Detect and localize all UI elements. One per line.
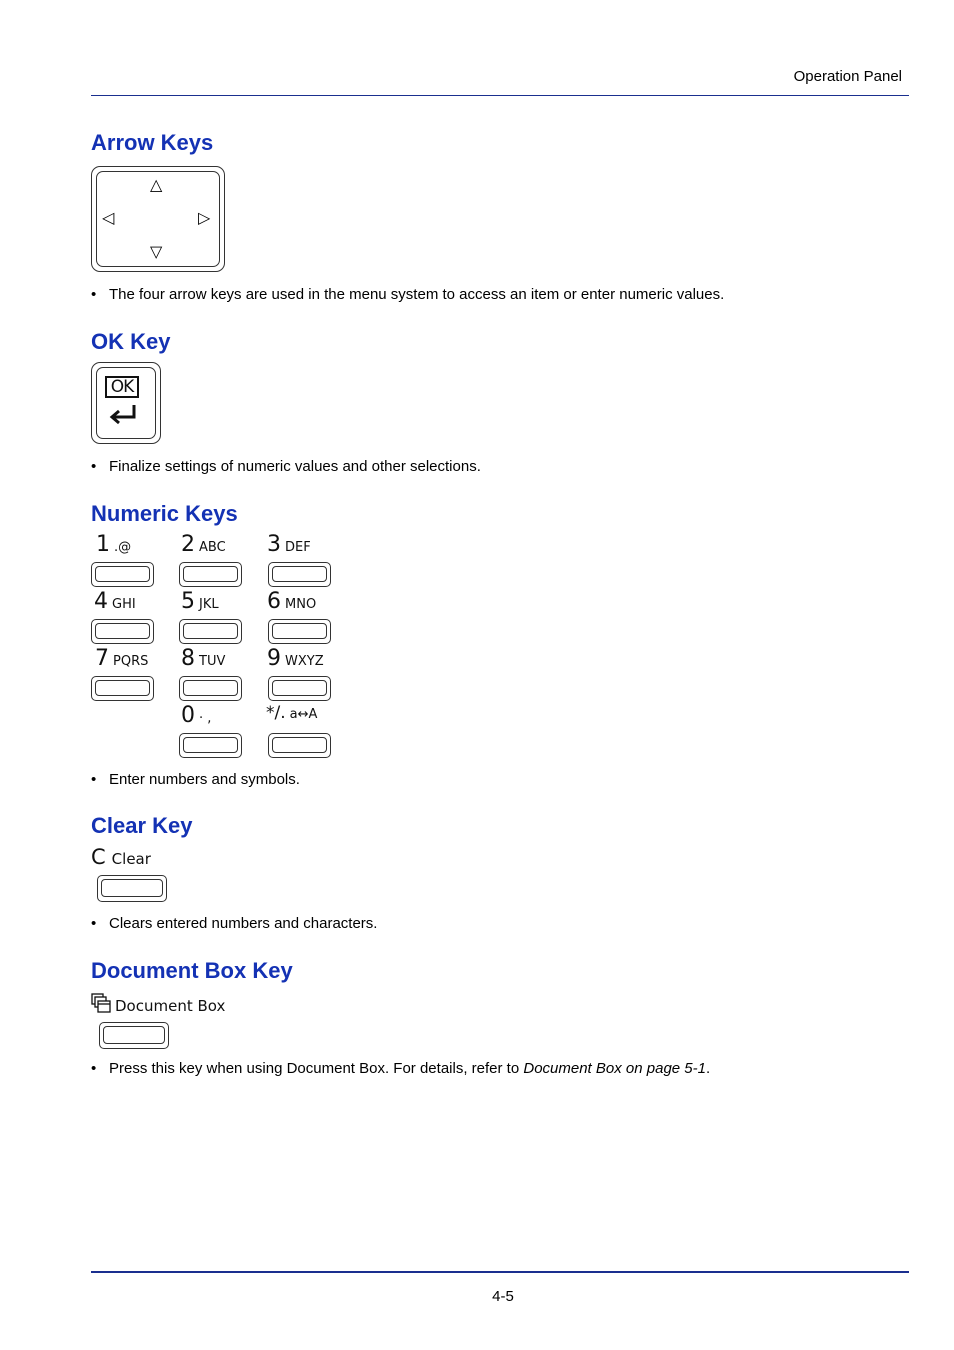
document-box-key-heading: Document Box Key — [91, 958, 293, 983]
arrow-right-icon: ▷ — [198, 208, 211, 227]
bullet-glyph: • — [91, 286, 97, 303]
key-9-label: 9 WXYZ — [267, 646, 324, 671]
footer-rule — [91, 1271, 909, 1273]
arrow-keys-description: The four arrow keys are used in the menu system to access an item or enter numeric values. — [109, 286, 725, 303]
document-box-key-bullet — [91, 1060, 710, 1077]
numeric-keys-description: Enter numbers and symbols. — [109, 771, 300, 788]
key-1-button — [91, 562, 154, 587]
document-box-key-button — [99, 1022, 169, 1049]
key-1-label: 1 .@ — [96, 532, 132, 557]
clear-key-button — [97, 875, 167, 902]
running-header: Operation Panel — [793, 68, 902, 85]
arrow-down-icon: ▽ — [150, 242, 163, 261]
numeric-keys-bullet — [91, 771, 300, 788]
clear-key-heading: Clear Key — [91, 813, 193, 838]
key-8-button — [179, 676, 242, 701]
ok-key-description: Finalize settings of numeric values and other selections. — [109, 458, 481, 475]
arrow-keys-bullet — [91, 286, 724, 303]
arrow-up-icon: △ — [150, 175, 163, 194]
key-7-label: 7 PQRS — [95, 646, 149, 671]
key-2-label: 2 ABC — [181, 532, 226, 557]
ok-key-label: OK — [105, 376, 139, 398]
arrow-left-icon: ◁ — [102, 208, 115, 227]
ok-key-bullet — [91, 458, 481, 475]
clear-text: Clear — [111, 850, 151, 868]
key-2-button — [179, 562, 242, 587]
key-6-label: 6 MNO — [267, 589, 317, 614]
clear-key-bullet — [91, 915, 377, 932]
ok-key-illustration — [91, 362, 161, 444]
bullet-glyph: • — [91, 771, 97, 788]
clear-symbol: C — [91, 845, 106, 869]
key-4-button — [91, 619, 154, 644]
clear-key-label — [91, 845, 151, 869]
numeric-keys-heading: Numeric Keys — [91, 501, 238, 526]
bullet-glyph: • — [91, 915, 97, 932]
key-5-label: 5 JKL — [181, 589, 219, 614]
ok-key-heading: OK Key — [91, 329, 171, 354]
key-5-button — [179, 619, 242, 644]
bullet-glyph: • — [91, 458, 97, 475]
document-box-icon — [91, 993, 113, 1015]
key-3-label: 3 DEF — [267, 532, 311, 557]
key-0-button — [179, 733, 242, 758]
page-number: 4-5 — [492, 1288, 514, 1305]
key-symbol-label: */. a↔A — [266, 703, 318, 723]
arrow-keys-illustration — [91, 166, 225, 272]
document-box-key-label: Document Box — [115, 997, 226, 1015]
header-rule — [91, 95, 909, 96]
arrow-keys-heading: Arrow Keys — [91, 130, 214, 155]
key-4-label: 4 GHI — [94, 589, 136, 614]
document-box-description-end: . — [705, 1060, 711, 1077]
key-8-label: 8 TUV — [181, 646, 226, 671]
key-symbol-button — [268, 733, 331, 758]
key-7-button — [91, 676, 154, 701]
bullet-glyph: • — [91, 1060, 97, 1077]
key-3-button — [268, 562, 331, 587]
key-6-button — [268, 619, 331, 644]
document-box-description: Press this key when using Document Box. For details, refer to — [109, 1060, 524, 1077]
key-0-label: 0 · , — [181, 703, 212, 728]
enter-icon — [108, 403, 140, 427]
document-box-page-reference[interactable]: Document Box on page 5-1 — [523, 1060, 706, 1077]
key-9-button — [268, 676, 331, 701]
clear-key-description: Clears entered numbers and characters. — [109, 915, 378, 932]
